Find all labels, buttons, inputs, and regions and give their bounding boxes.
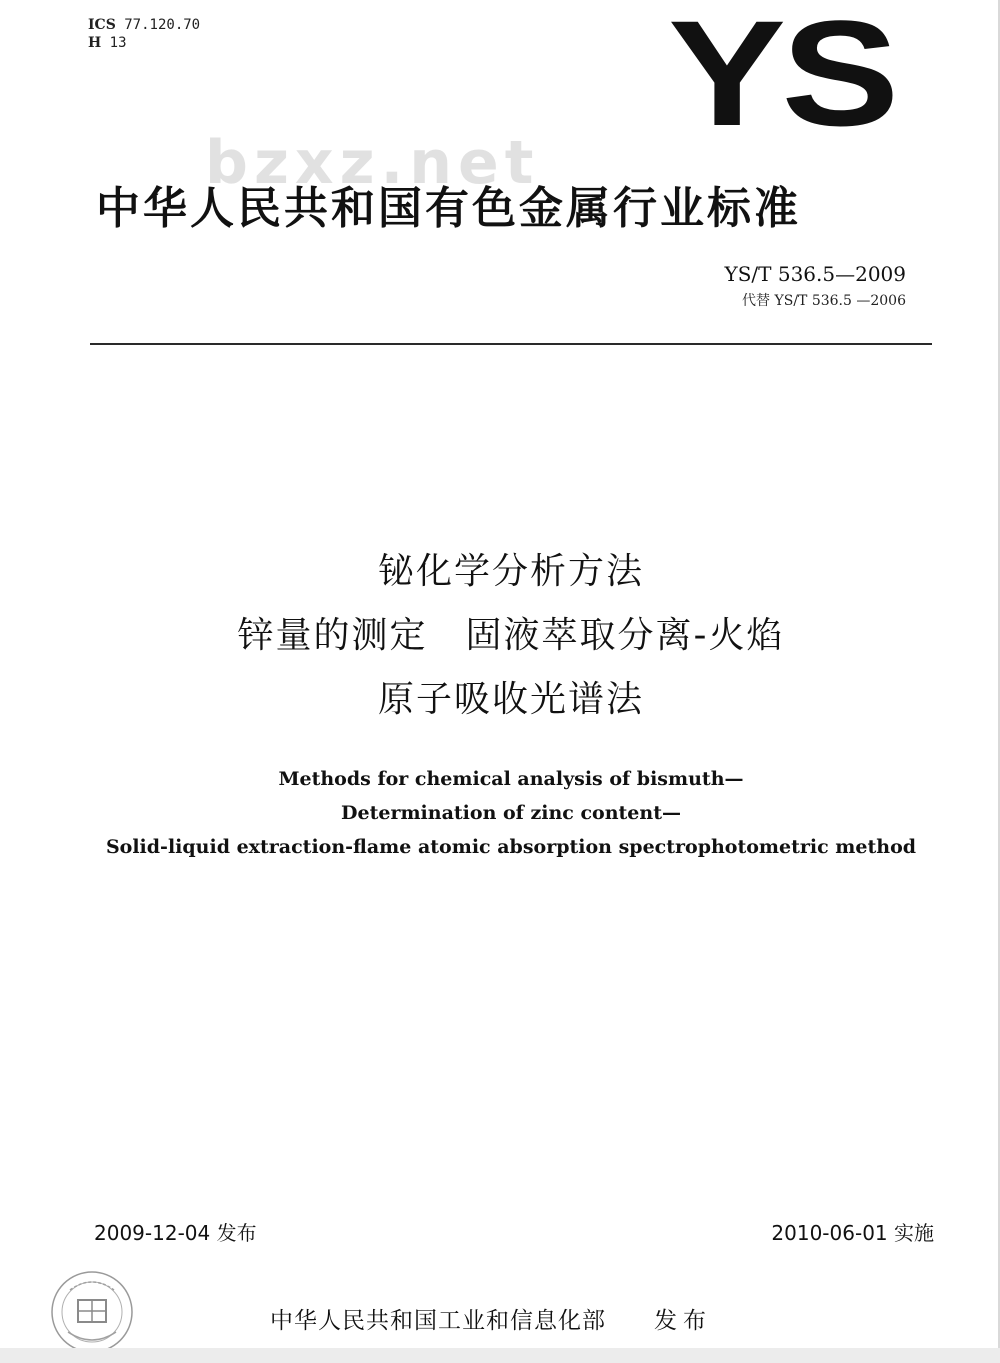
title-cn-line-3: 原子吸收光谱法 (377, 679, 644, 720)
publish-date: 2009-12-04 发布 (94, 1221, 257, 1245)
title-cn-line-2: 锌量的测定 固液萃取分离-火焰 (237, 615, 785, 656)
ics-line (88, 16, 200, 34)
publisher-seal-icon (48, 1268, 136, 1356)
title-chinese (90, 540, 932, 732)
issuer-name: 中华人民共和国工业和信息化部 (270, 1308, 606, 1334)
issuer (270, 1302, 712, 1335)
title-english (90, 762, 932, 864)
header-divider (90, 343, 932, 345)
ics-value: 77.120.70 (124, 17, 201, 33)
classification-codes (88, 16, 200, 52)
org-title: 中华人民共和国有色金属行业标准 (96, 183, 801, 234)
ccs-label: H (88, 35, 102, 51)
page-bottom-band (0, 1348, 1000, 1363)
watermark: bzxz.net (205, 128, 540, 198)
title-cn-line-1: 铋化学分析方法 (377, 551, 644, 592)
ics-label: ICS (88, 17, 116, 33)
replaces-standard: 代替 YS/T 536.5 —2006 (742, 293, 906, 309)
standard-number: YS/T 536.5—2009 (724, 262, 906, 286)
implement-date: 2010-06-01 实施 (771, 1221, 934, 1245)
issuer-action: 发布 (654, 1308, 712, 1334)
ccs-value: 13 (109, 35, 127, 51)
ys-logo: YS (668, 0, 895, 157)
title-en-line-3: Solid-liquid extraction-flame atomic absorption spectrophotometric method (105, 836, 917, 858)
title-en-line-1: Methods for chemical analysis of bismuth— (278, 768, 744, 790)
title-en-line-2: Determination of zinc content— (341, 802, 681, 824)
ccs-line (88, 34, 200, 52)
